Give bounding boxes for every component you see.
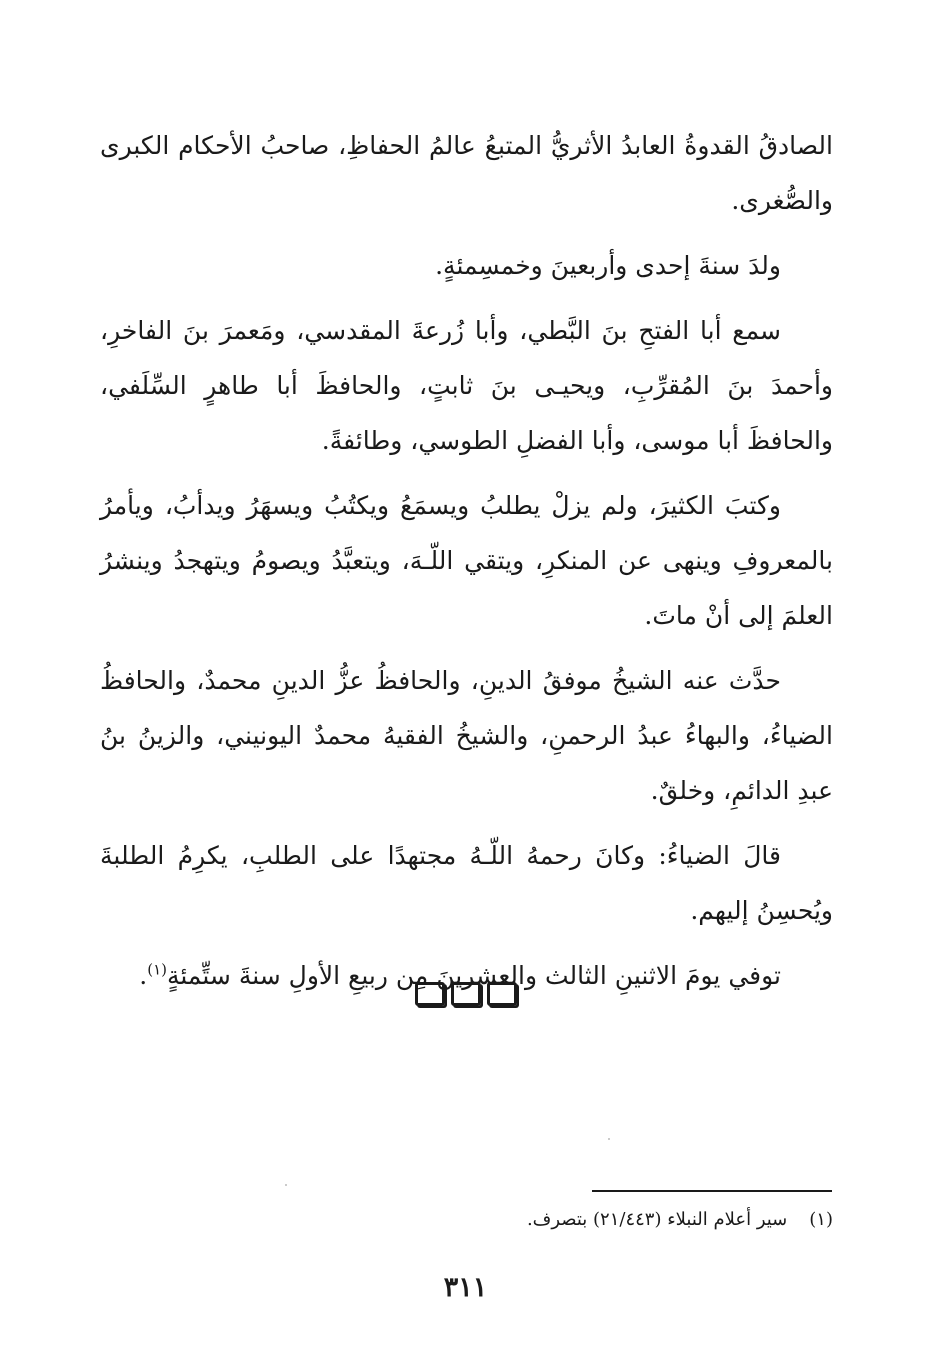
page-number: ٣١١ [443, 1272, 488, 1303]
scan-speck [608, 1138, 610, 1140]
death-text: توفي يومَ الاثنينِ الثالث والعشرينَ مِن ربيعِ الأولِ سنةَ ستِّمئةٍ [166, 961, 781, 990]
scan-speck [285, 1184, 287, 1186]
section-separator [0, 982, 931, 1006]
main-text [100, 118, 833, 1003]
paragraph-intro: الصادقُ القدوةُ العابدُ الأثريُّ المتبعُ عالمُ الحفاظِ، صاحبُ الأحكام الكبرى والصُّغرى. [100, 131, 833, 215]
footnote-text: سير أعلام النبلاء (٢١/٤٤٣) بتصرف. [526, 1209, 788, 1230]
footnote-divider [592, 1190, 832, 1192]
footnote-reference[interactable]: (١) [147, 960, 167, 979]
death-end: . [139, 961, 148, 990]
paragraph-students: حدَّث عنه الشيخُ موفقُ الدينِ، والحافظُ عزُّ الدينِ محمدٌ، والحافظُ الضياءُ، والبهاءُ عبدُ الرحمنِ، والشيخُ الفقيهُ محمدٌ اليونيني، والزينُ بنُ عبدِ الدائمِ، وخلقٌ. [100, 666, 833, 805]
ornament-square-icon [451, 982, 481, 1006]
ornament-square-icon [487, 982, 517, 1006]
footnote-number: (١) [809, 1209, 833, 1230]
paragraph-quote: قالَ الضياءُ: وكانَ رحمهُ اللّـهُ مجتهدًا على الطلبِ، يكرِمُ الطلبةَ ويُحسِنُ إليهم. [100, 841, 833, 925]
paragraph-activities: وكتبَ الكثيرَ، ولم يزلْ يطلبُ ويسمَعُ ويكتُبُ ويسهَرُ ويدأبُ، ويأمرُ بالمعروفِ وينهى عن المنكرِ، ويتقي اللّـهَ، ويتعبَّدُ ويصومُ ويتهجدُ وينشرُ العلمَ إلى أنْ ماتَ. [100, 491, 833, 630]
ornament-square-icon [415, 982, 445, 1006]
paragraph-teachers: سمع أبا الفتحِ بنَ البَّطي، وأبا زُرعةَ المقدسي، ومَعمرَ بنَ الفاخرِ، وأحمدَ بنَ المُقرِّبِ، ويحيـى بنَ ثابتٍ، والحافظَ أبا طاهرٍ السِّلَفي، والحافظَ أبا موسى، وأبا الفضلِ الطوسي، وطائفةً. [100, 316, 833, 455]
paragraph-birth: ولدَ سنةَ إحدى وأربعينَ وخمسِمئةٍ. [435, 251, 781, 280]
footnote [527, 1206, 833, 1234]
